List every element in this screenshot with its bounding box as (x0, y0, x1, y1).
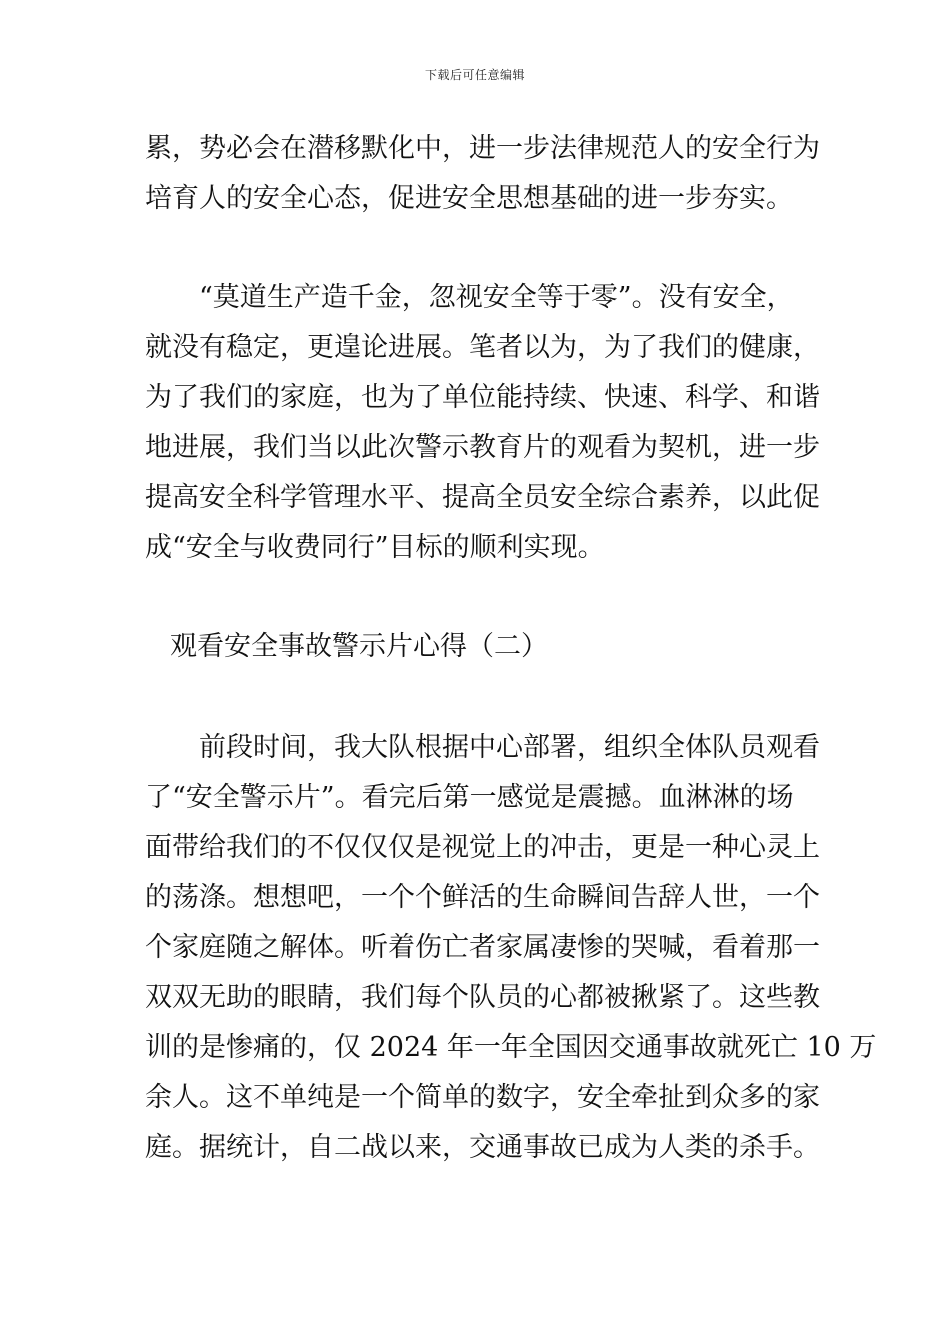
paragraph-2-line-6: 成“安全与收费同行”目标的顺利实现。 (145, 532, 605, 563)
paragraph-1-line-1: 累，势必会在潜移默化中，进一步法律规范人的安全行为 (145, 133, 820, 164)
paragraph-3-line-4: 的荡涤。想想吧，一个个鲜活的生命瞬间告辞人世，一个 (145, 882, 820, 913)
page-header-note: 下载后可任意编辑 (424, 68, 525, 82)
paragraph-3-line-9: 庭。据统计，自二战以来，交通事故已成为人类的杀手。 (145, 1132, 820, 1163)
paragraph-2-line-2: 就没有稳定，更遑论进展。笔者以为，为了我们的健康， (145, 332, 820, 363)
paragraph-3-line-5: 个家庭随之解体。听着伤亡者家属凄惨的哭喊，看着那一 (145, 932, 820, 963)
section-title: 观看安全事故警示片心得（二） (170, 631, 548, 662)
paragraph-2-line-5: 提高安全科学管理水平、提高全员安全综合素养，以此促 (145, 482, 820, 513)
paragraph-2-line-4: 地进展，我们当以此次警示教育片的观看为契机，进一步 (145, 432, 820, 463)
paragraph-2-line-1: “莫道生产造千金，忽视安全等于零”。没有安全， (199, 282, 794, 313)
paragraph-3-line-6: 双双无助的眼睛，我们每个队员的心都被揪紧了。这些教 (145, 982, 820, 1013)
paragraph-3-line-2: 了“安全警示片”。看完后第一感觉是震撼。血淋淋的场 (145, 782, 794, 813)
paragraph-3-line-7: 训的是惨痛的，仅 2024 年一年全国因交通事故就死亡 10 万 (145, 1032, 877, 1063)
paragraph-2-line-3: 为了我们的家庭，也为了单位能持续、快速、科学、和谐 (145, 382, 820, 413)
paragraph-3-line-8: 余人。这不单纯是一个简单的数字，安全牵扯到众多的家 (145, 1082, 820, 1113)
paragraph-3-line-1: 前段时间，我大队根据中心部署，组织全体队员观看 (199, 732, 820, 763)
paragraph-1-line-2: 培育人的安全心态，促进安全思想基础的进一步夯实。 (145, 183, 793, 214)
paragraph-3-line-3: 面带给我们的不仅仅仅是视觉上的冲击，更是一种心灵上 (145, 832, 820, 863)
